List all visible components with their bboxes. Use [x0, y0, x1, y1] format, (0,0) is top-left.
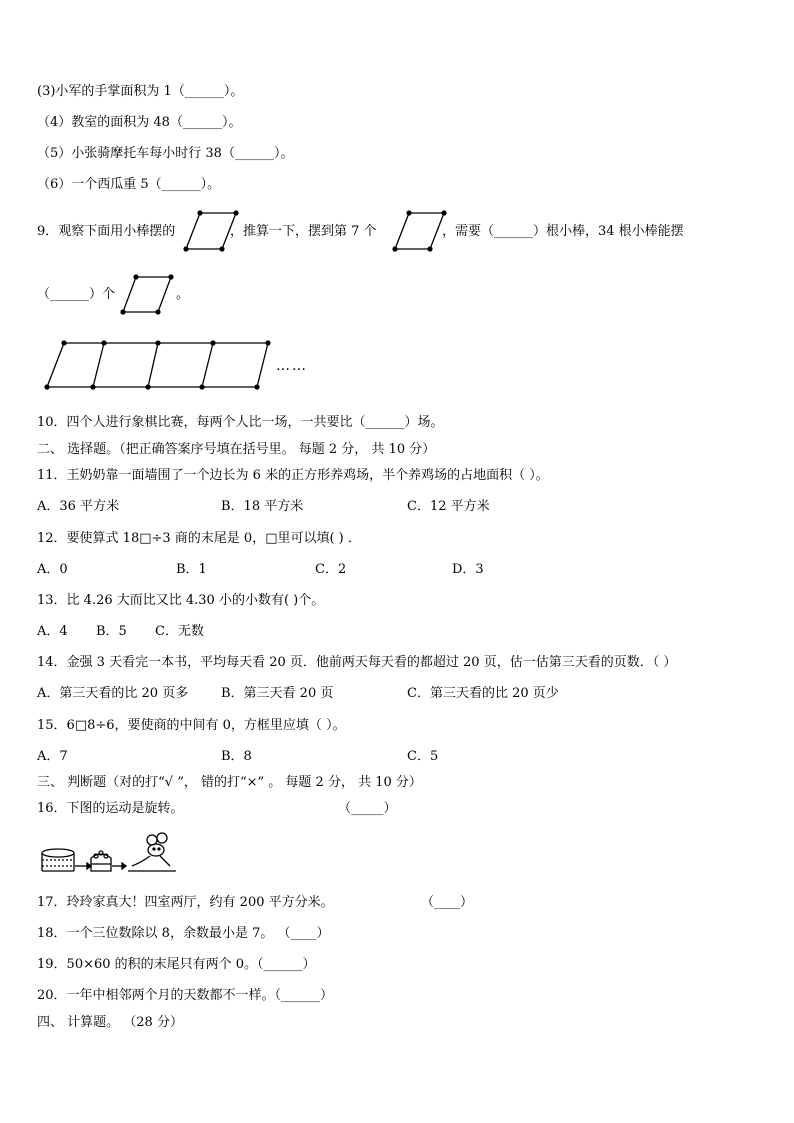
rotation-illustration	[42, 833, 176, 871]
question-12-option-d: D．3	[452, 562, 484, 577]
question-13-option-b: B．5	[96, 624, 127, 639]
question-9-text-d: （______）个	[37, 287, 116, 302]
parallelogram-row-icon	[44, 340, 270, 389]
question-9-text-a: 9．观察下面用小棒摆的	[37, 224, 176, 239]
arrow-icon	[112, 863, 126, 869]
question-14-option-a: A．第三天看的比 20 页多	[37, 686, 189, 701]
question-9-text-c: ，需要（______）根小棒，34 根小棒能摆	[442, 224, 684, 239]
arrow-icon	[75, 863, 91, 869]
question-19: 19．50×60 的积的末尾只有两个 0。（______）	[37, 957, 316, 972]
question-15: 15．6□8÷6，要使商的中间有 0，方框里应填（ ）。	[37, 718, 346, 733]
question-12-option-b: B．1	[176, 562, 207, 577]
question-16-answer-blank: （_____）	[338, 801, 397, 816]
continuation-dots: ……	[276, 358, 308, 374]
mouse-icon	[128, 833, 176, 871]
question-14-option-c: C．第三天看的比 20 页少	[407, 686, 559, 701]
question-20: 20．一年中相邻两个月的天数都不一样。（______）	[37, 988, 334, 1003]
question-15-option-b: B．8	[221, 749, 252, 764]
question-14-option-b: B．第三天看 20 页	[221, 686, 334, 701]
question-17-answer-blank: （____）	[421, 895, 474, 910]
question-8-item-5: （5）小张骑摩托车每小时行 38（______）。	[37, 146, 294, 161]
question-14: 14．金强 3 天看完一本书，平均每天看 20 页．他前两天每天看的都超过 20 页，估一估第三天看的页数．（ ）	[37, 655, 677, 670]
parallelogram-icon	[392, 210, 446, 251]
question-11-option-b: B．18 平方米	[221, 499, 304, 514]
question-8-item-6: （6）一个西瓜重 5（______）。	[37, 177, 221, 192]
cake-icon	[42, 849, 74, 871]
question-17: 17．玲玲家真大！四室两厅，约有 200 平方分米。	[37, 895, 334, 910]
parallelogram-icon	[120, 274, 173, 314]
question-9-text-e: 。	[176, 287, 190, 302]
question-16: 16．下图的运动是旋转。	[37, 801, 184, 816]
question-15-option-c: C．5	[407, 749, 439, 764]
question-11-option-a: A．36 平方米	[37, 499, 120, 514]
bowl-icon	[91, 851, 111, 871]
question-13-option-c: C．无数	[155, 624, 204, 639]
question-12: 12．要使算式 18□÷3 商的末尾是 0，□里可以填( ) ．	[37, 531, 361, 546]
question-18: 18．一个三位数除以 8，余数最小是 7。 （____）	[37, 926, 330, 941]
question-11: 11．王奶奶靠一面墙围了一个边长为 6 米的正方形养鸡场，半个养鸡场的占地面积（ ）。	[37, 468, 549, 483]
question-12-option-a: A．0	[37, 562, 68, 577]
question-8-item-4: （4）教室的面积为 48（______）。	[37, 115, 242, 130]
question-8-item-3: (3)小军的手掌面积为 1（______）。	[37, 84, 244, 99]
question-11-option-c: C．12 平方米	[407, 499, 490, 514]
question-9-text-b: ，推算一下，摆到第 7 个	[230, 224, 377, 239]
question-13: 13．比 4.26 大而比又比 4.30 小的小数有( )个。	[37, 593, 325, 608]
section-3-heading: 三、 判断题（对的打“√ ”， 错的打“×” 。 每题 2 分， 共 10 分）	[37, 775, 422, 790]
question-13-option-a: A．4	[37, 624, 68, 639]
parallelogram-icon	[183, 210, 238, 251]
question-10: 10．四个人进行象棋比赛，每两个人比一场，一共要比（______）场。	[37, 415, 444, 430]
question-12-option-c: C．2	[315, 562, 347, 577]
section-4-heading: 四、 计算题。 （28 分）	[37, 1015, 183, 1030]
section-2-heading: 二、 选择题。（把正确答案序号填在括号里。 每题 2 分， 共 10 分）	[37, 442, 436, 457]
question-15-option-a: A．7	[37, 749, 68, 764]
